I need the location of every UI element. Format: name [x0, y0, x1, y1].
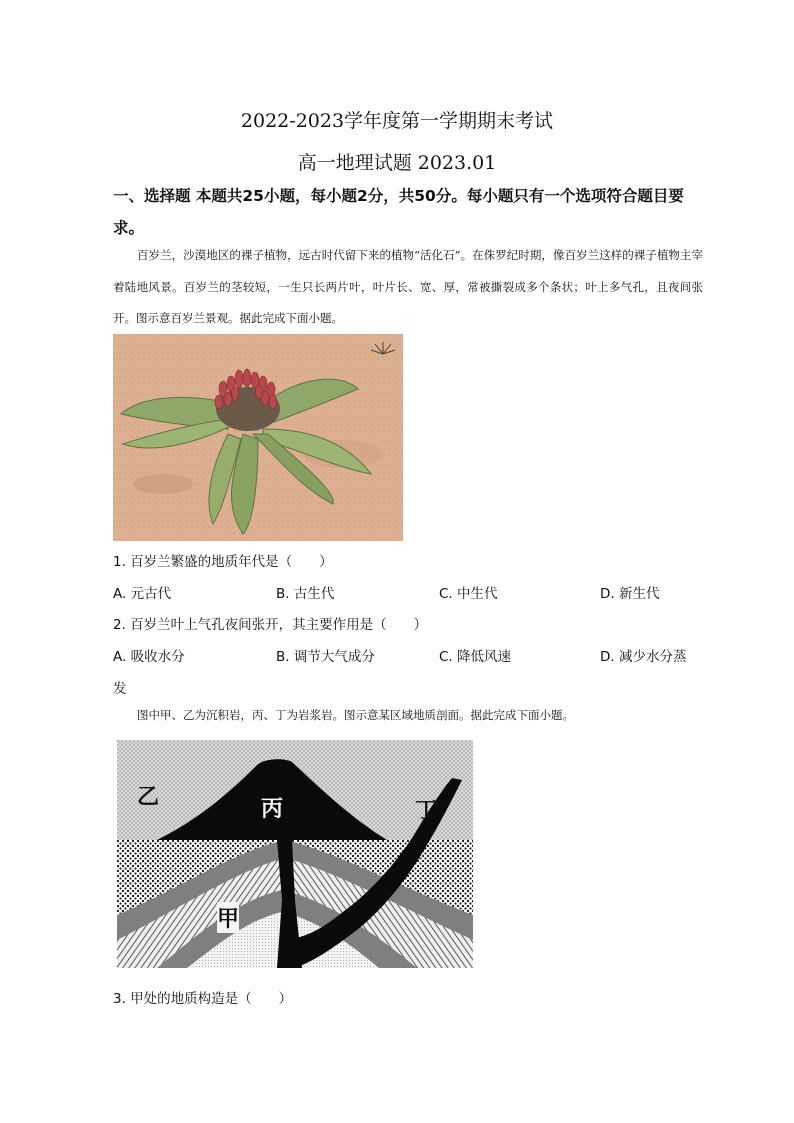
question-2-stem: 2. 百岁兰叶上气孔夜间张开，其主要作用是（ ） — [113, 617, 428, 633]
section-heading: 一、选择题 本题共25小题，每小题2分，共50分。每小题只有一个选项符合题目要求。 — [113, 187, 684, 237]
q1-option-d[interactable]: D. 新生代 — [600, 586, 660, 602]
cross-section-illustration — [117, 740, 473, 968]
exam-subtitle: 高一地理试题 2023.01 — [297, 152, 497, 174]
passage-welwitschia: 百岁兰，沙漠地区的裸子植物，远古时代留下来的植物“活化石”。在侏罗纪时期，像百岁兰这样的裸子植物主宰着陆地风景。百岁兰的茎较短，一生只长两片叶，叶片长、宽、厚，常被撕裂成多个条状；叶上多气孔，且夜间张开。图示意百岁兰景观。据此完成下面小题。 — [113, 248, 703, 325]
q1-option-b[interactable]: B. 古生代 — [276, 586, 335, 602]
label-jia: 甲 — [217, 902, 239, 933]
q2-option-b[interactable]: B. 调节大气成分 — [276, 649, 375, 665]
q2-option-a[interactable]: A. 吸收水分 — [113, 649, 185, 665]
geologic-cross-section — [117, 740, 473, 968]
question-1-stem: 1. 百岁兰繁盛的地质年代是（ ） — [113, 554, 333, 570]
welwitschia-photo — [113, 334, 403, 541]
welwitschia-illustration — [113, 334, 403, 541]
label-bing: 丙 — [261, 792, 283, 823]
q1-option-c[interactable]: C. 中生代 — [439, 586, 498, 602]
exam-title: 2022-2023学年度第一学期期末考试 — [240, 110, 554, 132]
passage-geology: 图中甲、乙为沉积岩，丙、丁为岩浆岩。图示意某区域地质剖面。据此完成下面小题。 — [137, 708, 574, 722]
q2-option-d-wrap: 发 — [113, 681, 127, 697]
q2-option-c[interactable]: C. 降低风速 — [439, 649, 512, 665]
q2-option-d[interactable]: D. 减少水分蒸 — [600, 649, 687, 665]
question-3-stem: 3. 甲处的地质构造是（ ） — [113, 991, 293, 1007]
label-ding: 丁 — [415, 799, 438, 824]
q1-option-a[interactable]: A. 元古代 — [113, 586, 172, 602]
label-yi: 乙 — [137, 785, 160, 810]
